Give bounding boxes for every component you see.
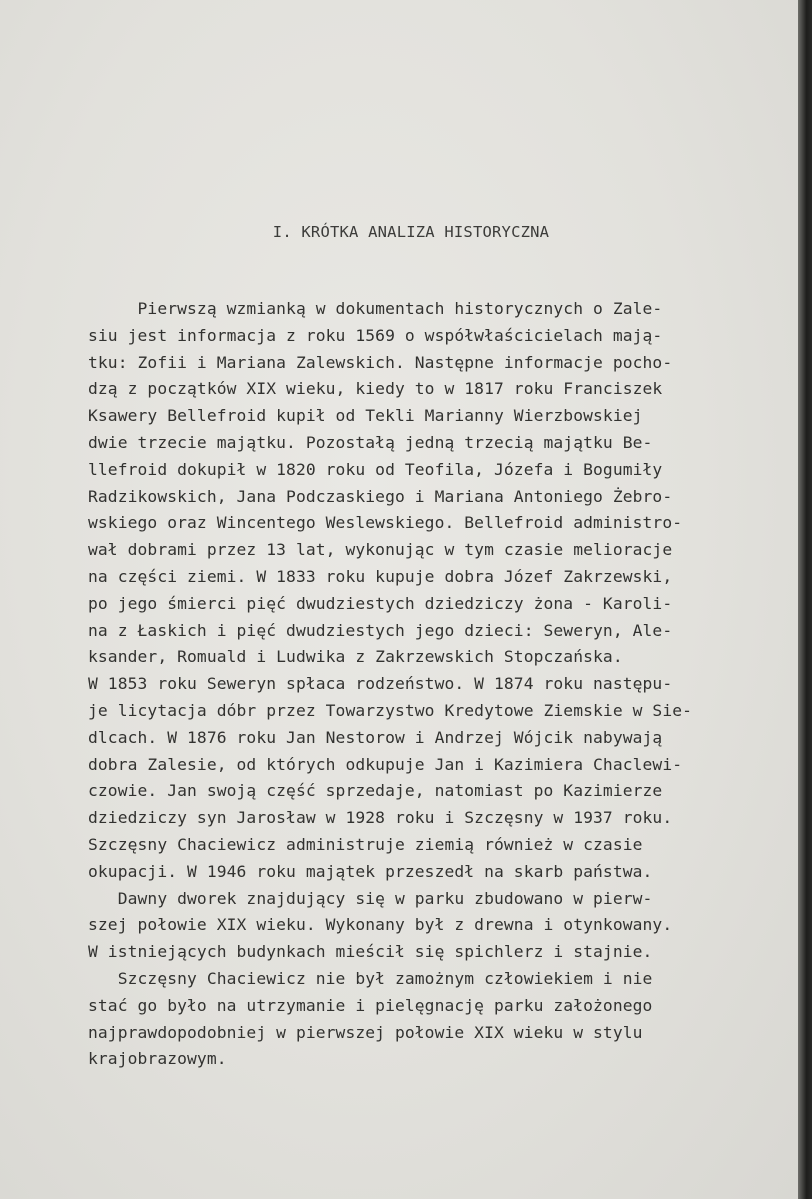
text-line: wał dobrami przez 13 lat, wykonując w tym czasie melioracje — [88, 540, 673, 560]
text-line: dlcach. W 1876 roku Jan Nestorow i Andrzej Wójcik nabywają — [88, 727, 663, 747]
text-line: najprawdopodobniej w pierwszej połowie XIX wieku w stylu — [88, 1022, 643, 1042]
text-line: dwie trzecie majątku. Pozostałą jedną trzecią majątku Be- — [88, 432, 653, 452]
text-line: stać go było na utrzymanie i pielęgnację parku założonego — [88, 995, 653, 1015]
text-line: dobra Zalesie, od których odkupuje Jan i Kazimiera Chaclewi- — [88, 754, 683, 774]
text-line: ksander, Romuald i Ludwika z Zakrzewskich Stopczańska. — [88, 647, 623, 667]
text-line: szej połowie XIX wieku. Wykonany był z drewna i otynkowany. — [88, 915, 673, 935]
text-line: Pierwszą wzmianką w dokumentach historycznych o Zale- — [88, 299, 663, 318]
text-line: po jego śmierci pięć dwudziestych dziedziczy żona - Karoli- — [88, 593, 673, 613]
text-line: Dawny dworek znajdujący się w parku zbudowano w pierw- — [88, 888, 653, 908]
page-title: I. KRÓTKA ANALIZA HISTORYCZNA — [272, 223, 550, 241]
text-line: wskiego oraz Wincentego Weslewskiego. Bellefroid administro- — [88, 513, 683, 533]
body-text — [88, 296, 778, 1073]
text-line: okupacji. W 1946 roku majątek przeszedł na skarb państwa. — [88, 861, 653, 881]
text-line: je licytacja dóbr przez Towarzystwo Kredytowe Ziemskie w Sie- — [88, 700, 693, 720]
text-line: llefroid dokupił w 1820 roku od Teofila, Józefa i Bogumiły — [88, 459, 663, 479]
text-line: siu jest informacja z roku 1569 o współwłaścicielach mają- — [88, 325, 663, 345]
scan-edge-strip — [798, 0, 812, 1199]
text-line: W istniejących budynkach mieścił się spichlerz i stajnie. — [88, 942, 653, 962]
text-line: Szczęsny Chaciewicz nie był zamożnym człowiekiem i nie — [88, 968, 653, 988]
text-line: dzą z początków XIX wieku, kiedy to w 1817 roku Franciszek — [88, 379, 663, 399]
text-line: Ksawery Bellefroid kupił od Tekli Marianny Wierzbowskiej — [88, 406, 643, 426]
text-line: W 1853 roku Seweryn spłaca rodzeństwo. W 1874 roku następu- — [88, 674, 673, 694]
text-line: na części ziemi. W 1833 roku kupuje dobra Józef Zakrzewski, — [88, 566, 673, 586]
text-line: na z Łaskich i pięć dwudziestych jego dzieci: Seweryn, Ale- — [88, 620, 673, 640]
text-line: dziedziczy syn Jarosław w 1928 roku i Szczęsny w 1937 roku. — [88, 808, 673, 828]
text-line: krajobrazowym. — [88, 1049, 227, 1069]
text-line: Szczęsny Chaciewicz administruje ziemią również w czasie — [88, 834, 643, 854]
text-line: Radzikowskich, Jana Podczaskiego i Mariana Antoniego Żebro- — [88, 486, 673, 506]
text-line: tku: Zofii i Mariana Zalewskich. Następne informacje pocho- — [88, 352, 673, 372]
text-line: czowie. Jan swoją część sprzedaje, natomiast po Kazimierze — [88, 781, 663, 801]
